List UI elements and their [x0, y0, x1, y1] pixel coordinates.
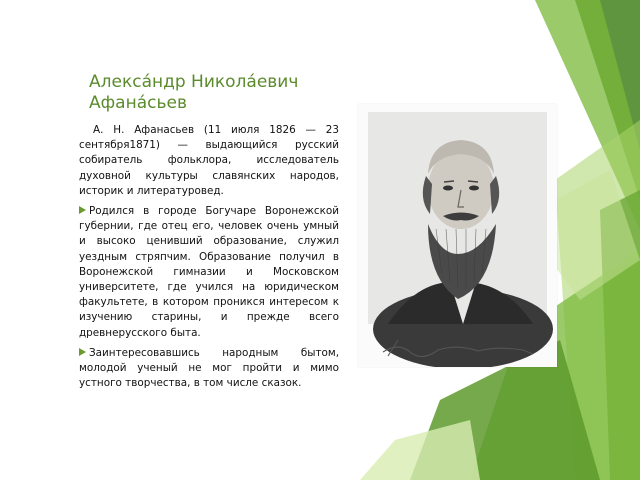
paragraph-intro — [79, 123, 339, 199]
slide-title — [89, 72, 349, 114]
paragraph-birth — [79, 204, 339, 341]
slide-body — [79, 123, 339, 396]
title-line-1: Алекса́ндр Никола́евич — [89, 72, 299, 92]
bullet-icon — [79, 206, 86, 214]
paragraph-interest — [79, 346, 339, 392]
paragraph-intro-text: А. Н. Афанасьев (11 июля 1826 — 23 сентября1871) — выдающийся русский собиратель фольклора, исследователь духовной культуры славянских народов, историк и литературовед. — [79, 124, 339, 197]
paragraph-birth-text: Родился в городе Богучаре Воронежской губернии, где отец его, человек очень умный и высоко ценивший образование, служил уездным стряпчим. Образование получил в Воронежской гимназии и Московском университете, где учился на юридическом факультете, в котором проникся интересом к изучению старины, и прежде всего древнерусского быта. — [79, 205, 339, 339]
portrait-image — [358, 104, 557, 367]
title-line-2: Афана́сьев — [89, 93, 187, 113]
bullet-icon — [79, 348, 86, 356]
paragraph-interest-text: Заинтересовавшись народным бытом, молодой ученый не мог пройти и мимо устного творчества, в том числе сказок. — [79, 346, 339, 390]
